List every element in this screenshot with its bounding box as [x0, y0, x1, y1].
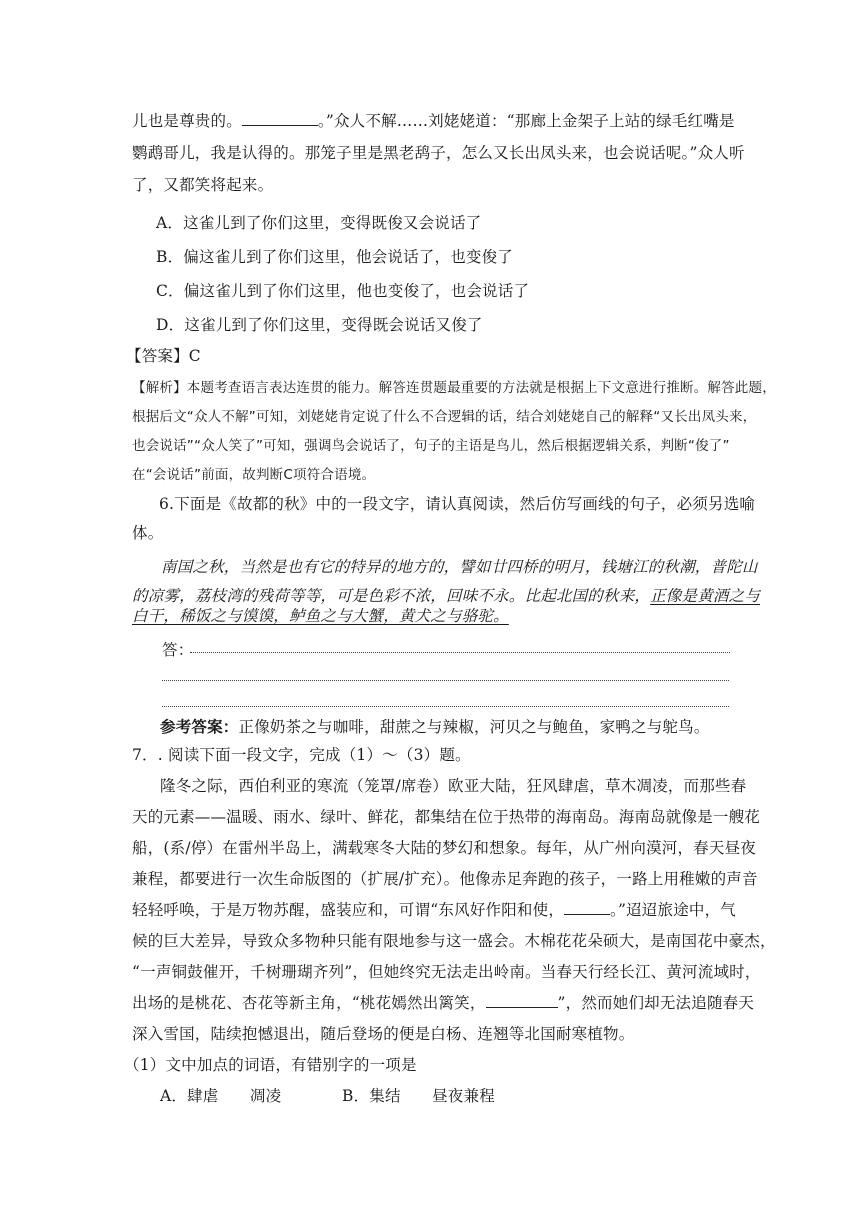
- q6-stem-1: 6.下面是《故都的秋》中的一段文字，请认真阅读，然后仿写画线的句子，必须另选喻: [159, 495, 756, 513]
- q7-para-1: 隆冬之际，西伯利亚的寒流（笼罩/席卷）欧亚大陆，狂风肆虐，草木凋凌，而那些春: [160, 777, 747, 795]
- reference-label: 参考答案：: [160, 717, 239, 736]
- q7-para-8: [132, 992, 754, 1014]
- answer-line-2[interactable]: [162, 680, 729, 681]
- q5-line-3: 了，又都笑将起来。: [132, 176, 274, 194]
- text: 的凉雾，荔枝湾的残荷等等，可是色彩不浓，回味不永。比起北国的秋来，: [132, 588, 651, 605]
- text: 出场的是桃花、杏花等新主角，“桃花嫣然出篱笑，: [132, 994, 486, 1012]
- text: 轻轻呼唤，于是万物苏醒，盛装应和，可谓“东风好作阳和使，: [132, 901, 565, 919]
- q7-para-2: 天的元素——温暖、雨水、绿叶、鲜花，都集结在位于热带的海南岛。海南岛就像是一艘花: [132, 808, 761, 826]
- q6-passage-1: 南国之秋，当然是也有它的特异的地方的，譬如廿四桥的明月，钱塘江的秋潮，普陀山: [161, 559, 758, 576]
- option-b: B．集结 昼夜兼程: [342, 1087, 495, 1105]
- q7-para-3: 船，(系/停）在雷州半岛上，满载寒冬大陆的梦幻和想象。每年，从广州向漠河，春天昼夜: [132, 839, 756, 857]
- text: 。”迢迢旅途中，气: [610, 901, 737, 919]
- q7-para-4: 兼程，都要进行一次生命版图的（扩展/扩充）。他像赤足奔跑的孩子，一路上用稚嫩的声音: [132, 870, 758, 888]
- analysis-line-2: 根据后文“众人不解”可知，刘姥姥肯定说了什么不合逻辑的话，结合刘姥姥自己的解释“又长出凤头来，: [132, 409, 757, 425]
- text: 儿也是尊贵的。: [132, 112, 242, 130]
- q7-sub-question-1: （1）文中加点的词语，有错别字的一项是: [124, 1056, 417, 1074]
- answer-line-1[interactable]: [190, 652, 730, 653]
- text: 。”众人不解……刘姥姥道：“那廊上金架子上站的绿毛红嘴是: [317, 112, 735, 130]
- q7-para-5: [132, 899, 736, 921]
- fill-blank: [486, 992, 558, 1008]
- q7-para-9: 深入雪国，陆续抱憾退出，随后登场的便是白杨、连翘等北国耐寒植物。: [132, 1025, 635, 1043]
- q7-stem: 7．. 阅读下面一段文字，完成（1）～（3）题。: [132, 746, 471, 764]
- option-a: A．这雀儿到了你们这里，变得既俊又会说话了: [156, 214, 482, 232]
- option-c: C．偏这雀儿到了你们这里，他也变俊了，也会说话了: [156, 282, 530, 300]
- fill-blank: [564, 899, 610, 915]
- q5-line-1: [132, 110, 735, 132]
- underlined-sentence: 白干，稀饭之与馍馍，鲈鱼之与大蟹，黄犬之与骆驼。: [132, 608, 509, 625]
- analysis-line-1: 【解析】本题考查语言表达连贯的能力。解答连贯题最重要的方法就是根据上下文意进行推断。解答此题，: [132, 380, 776, 396]
- q6-stem-2: 体。: [132, 524, 164, 542]
- q6-passage-3: [132, 606, 509, 628]
- answer-label: 【答案】C: [126, 347, 201, 365]
- option-b: B．偏这雀儿到了你们这里，他会说话了，也变俊了: [156, 248, 513, 266]
- reference-text: 正像奶茶之与咖啡，甜蔗之与辣椒，河贝之与鲍鱼，家鸭之与鸵鸟。: [238, 718, 710, 736]
- analysis-line-4: 在“会说话”前面，故判断C项符合语境。: [132, 467, 376, 483]
- reference-answer: [160, 716, 710, 738]
- option-a: A．肆虐 凋凌: [160, 1087, 282, 1105]
- q7-para-6: 候的巨大差异，导致众多物种只能有限地参与这一盛会。木棉花花朵硕大，是南国花中豪杰，: [132, 932, 776, 950]
- text: ”，然而她们却无法追随春天: [557, 994, 755, 1012]
- q7-para-7: “一声铜鼓催开，千树珊瑚齐列”，但她终究无法走出岭南。当春天行经长江、黄河流域时，: [132, 963, 761, 981]
- option-d: D．这雀儿到了你们这里，变得既会说话又俊了: [156, 316, 483, 334]
- q6-passage-2: [132, 586, 760, 608]
- underlined-sentence: 正像是黄酒之与: [650, 588, 761, 605]
- q5-line-2: 鹦鹉哥儿，我是认得的。那笼子里是黑老鸹子，怎么又长出凤头来，也会说话呢。”众人听: [132, 144, 745, 162]
- answer-prompt: 答：: [162, 641, 194, 659]
- answer-line-3[interactable]: [162, 706, 729, 707]
- analysis-line-3: 也会说话”“众人笑了”可知，强调鸟会说话了，句子的主语是鸟儿，然后根据逻辑关系，判断“俊了”: [132, 438, 730, 454]
- fill-blank: [242, 110, 318, 126]
